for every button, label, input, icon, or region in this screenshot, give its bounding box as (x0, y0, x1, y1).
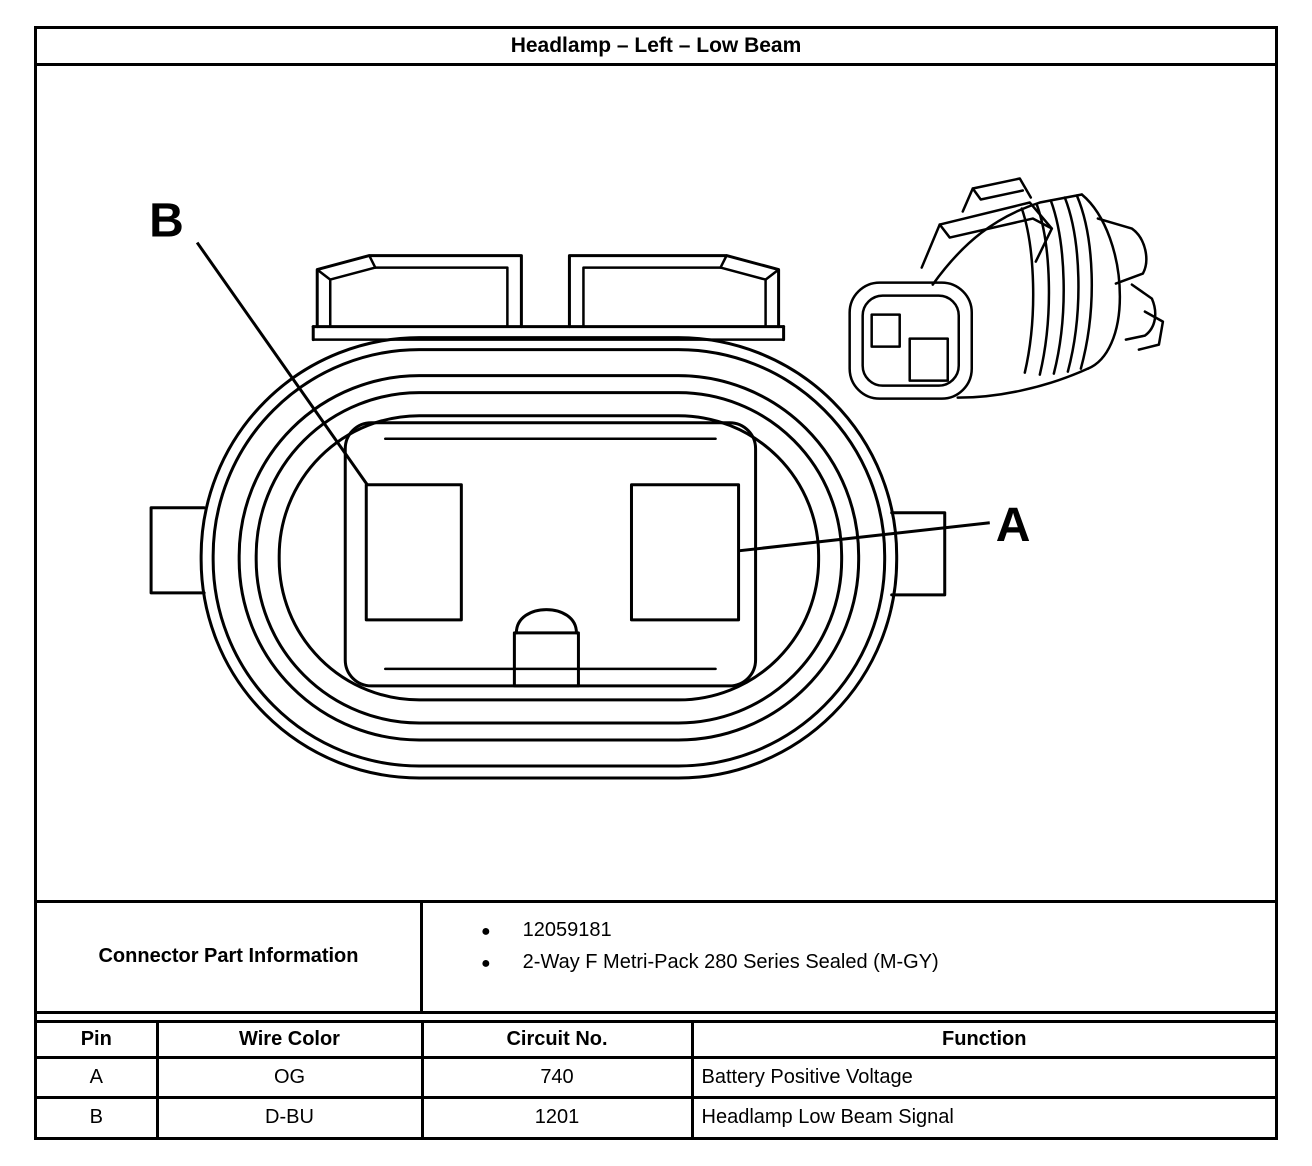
page-title: Headlamp – Left – Low Beam (510, 34, 802, 57)
part-description: 2-Way F Metri-Pack 280 Series Sealed (M-GY) (522, 950, 939, 973)
top-tab-right-inner (583, 268, 765, 327)
cell-pin: A (37, 1057, 157, 1097)
side-tab-right (892, 513, 945, 595)
housing-ring-1 (201, 338, 897, 778)
connector-diagram (37, 66, 1275, 900)
cell-function: Headlamp Low Beam Signal (692, 1097, 1275, 1137)
connector-face-view (151, 256, 945, 778)
connector-3d-view (850, 179, 1163, 399)
connector-part-info-label: Connector Part Information (37, 903, 423, 1011)
pin-cavity-b (366, 485, 461, 620)
pin-label-a: A (995, 498, 1031, 552)
cell-wire-color: OG (157, 1057, 422, 1097)
col-header-wire-color: Wire Color (157, 1021, 422, 1057)
top-tab-right (569, 256, 778, 327)
top-tab-left (317, 256, 521, 327)
col-header-circuit-no: Circuit No. (422, 1021, 692, 1057)
part-info-item (481, 915, 1265, 947)
top-tab-left-inner (330, 268, 507, 327)
pin-cavity-a (631, 485, 738, 620)
table-row-pin-b (37, 1097, 1275, 1137)
pin-label-b: B (149, 194, 184, 248)
cell-wire-color: D-BU (157, 1097, 422, 1137)
title-bar (37, 29, 1275, 66)
table-row-pin-a (37, 1057, 1275, 1097)
cell-pin: B (37, 1097, 157, 1137)
part-number: 12059181 (522, 918, 612, 941)
keyway-dome (516, 610, 576, 633)
cell-function: Battery Positive Voltage (692, 1057, 1275, 1097)
cell-circuit-no: 740 (422, 1057, 692, 1097)
pin-callouts (149, 195, 1030, 552)
pin-a-leader-line (739, 523, 990, 551)
bullet-icon: ● (481, 922, 491, 940)
housing-ring-2 (213, 350, 885, 766)
cell-circuit-no: 1201 (422, 1097, 692, 1137)
part-info-item (481, 947, 1265, 979)
connector-part-info-items (423, 903, 1275, 1011)
pin-table-header-row (37, 1021, 1275, 1057)
keyway-base (514, 633, 578, 686)
side-tab-left (151, 508, 204, 593)
diagram-area (37, 66, 1275, 900)
connector-sheet (34, 26, 1278, 1140)
col-header-function: Function (692, 1021, 1275, 1057)
inner-face (345, 423, 755, 686)
pin-table (37, 1020, 1275, 1138)
bullet-icon: ● (481, 954, 491, 972)
col-header-pin: Pin (37, 1021, 157, 1057)
connector-part-info-row (37, 900, 1275, 1014)
